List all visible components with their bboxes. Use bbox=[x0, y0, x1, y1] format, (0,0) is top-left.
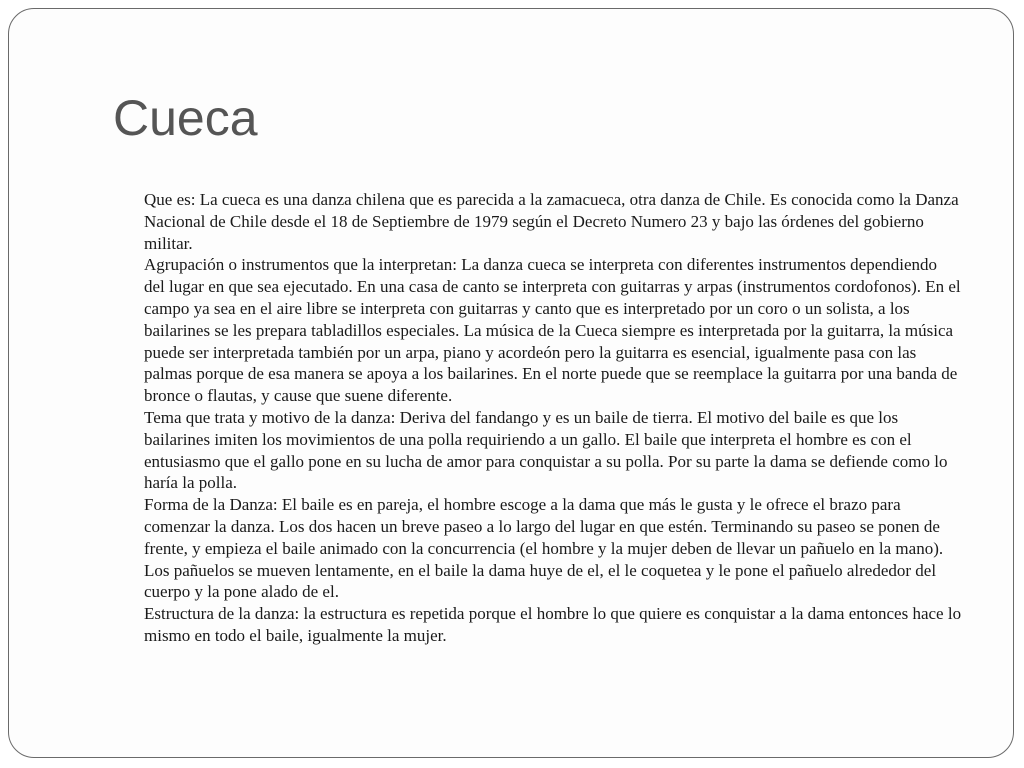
paragraph-que-es: Que es: La cueca es una danza chilena que es parecida a la zamacueca, otra danza de Chile. Es conocida como la Danza Nacional de Chile desde el 18 de Septiembre de 1979 según el Decreto Numero 23 y bajo las órdenes del gobierno militar. bbox=[144, 190, 959, 253]
paragraph-estructura: Estructura de la danza: la estructura es repetida porque el hombre lo que quiere es conquistar a la dama entonces hace lo mismo en todo el baile, igualmente la mujer. bbox=[144, 604, 962, 645]
slide-body bbox=[144, 189, 962, 647]
slide-title: Cueca bbox=[113, 90, 258, 146]
paragraph-tema-motivo: Tema que trata y motivo de la danza: Deriva del fandango y es un baile de tierra. El motivo del baile es que los bailarines imiten los movimientos de una polla requiriendo a un gallo. El baile que interpreta el hombre es con el entusiasmo que el gallo pone en su lucha de amor para conquistar a su polla. Por su parte la dama se defiende como lo haría la polla. bbox=[144, 407, 948, 493]
paragraph-agrupacion-instrumentos: Agrupación o instrumentos que la interpretan: La danza cueca se interpreta con diferentes instrumentos dependiendo del lugar en que sea ejecutado. En una casa de canto se interpreta con guitarras y arpas (instrumentos cordofonos). En el campo ya sea en el aire libre se interpreta con guitarras y canto que es interpretado por un coro o un solista, a los bailarines se les prepara tabladillos especiales. La música de la Cueca siempre es interpretada por la guitarra, la música puede ser interpretada también por un arpa, piano y acordeón pero la guitarra es esencial, igualmente pasa con las palmas porque de esa manera se apoya a los bailarines. En el norte puede que se reemplace la guitarra por una banda de bronce o flautas, y cause que suene diferente. bbox=[144, 255, 961, 406]
paragraph-forma-danza: Forma de la Danza: El baile es en pareja, el hombre escoge a la dama que más le gusta y le ofrece el brazo para comenzar la danza. Los dos hacen un breve paseo a lo largo del lugar en que estén. Terminando su paseo se ponen de frente, y empieza el baile animado con la concurrencia (el hombre y la mujer deben de llevar un pañuelo en la mano). Los pañuelos se mueven lentamente, en el baile la dama huye de el, el le coquetea y le pone el pañuelo alrededor del cuerpo y la pone alado de el. bbox=[144, 495, 944, 602]
